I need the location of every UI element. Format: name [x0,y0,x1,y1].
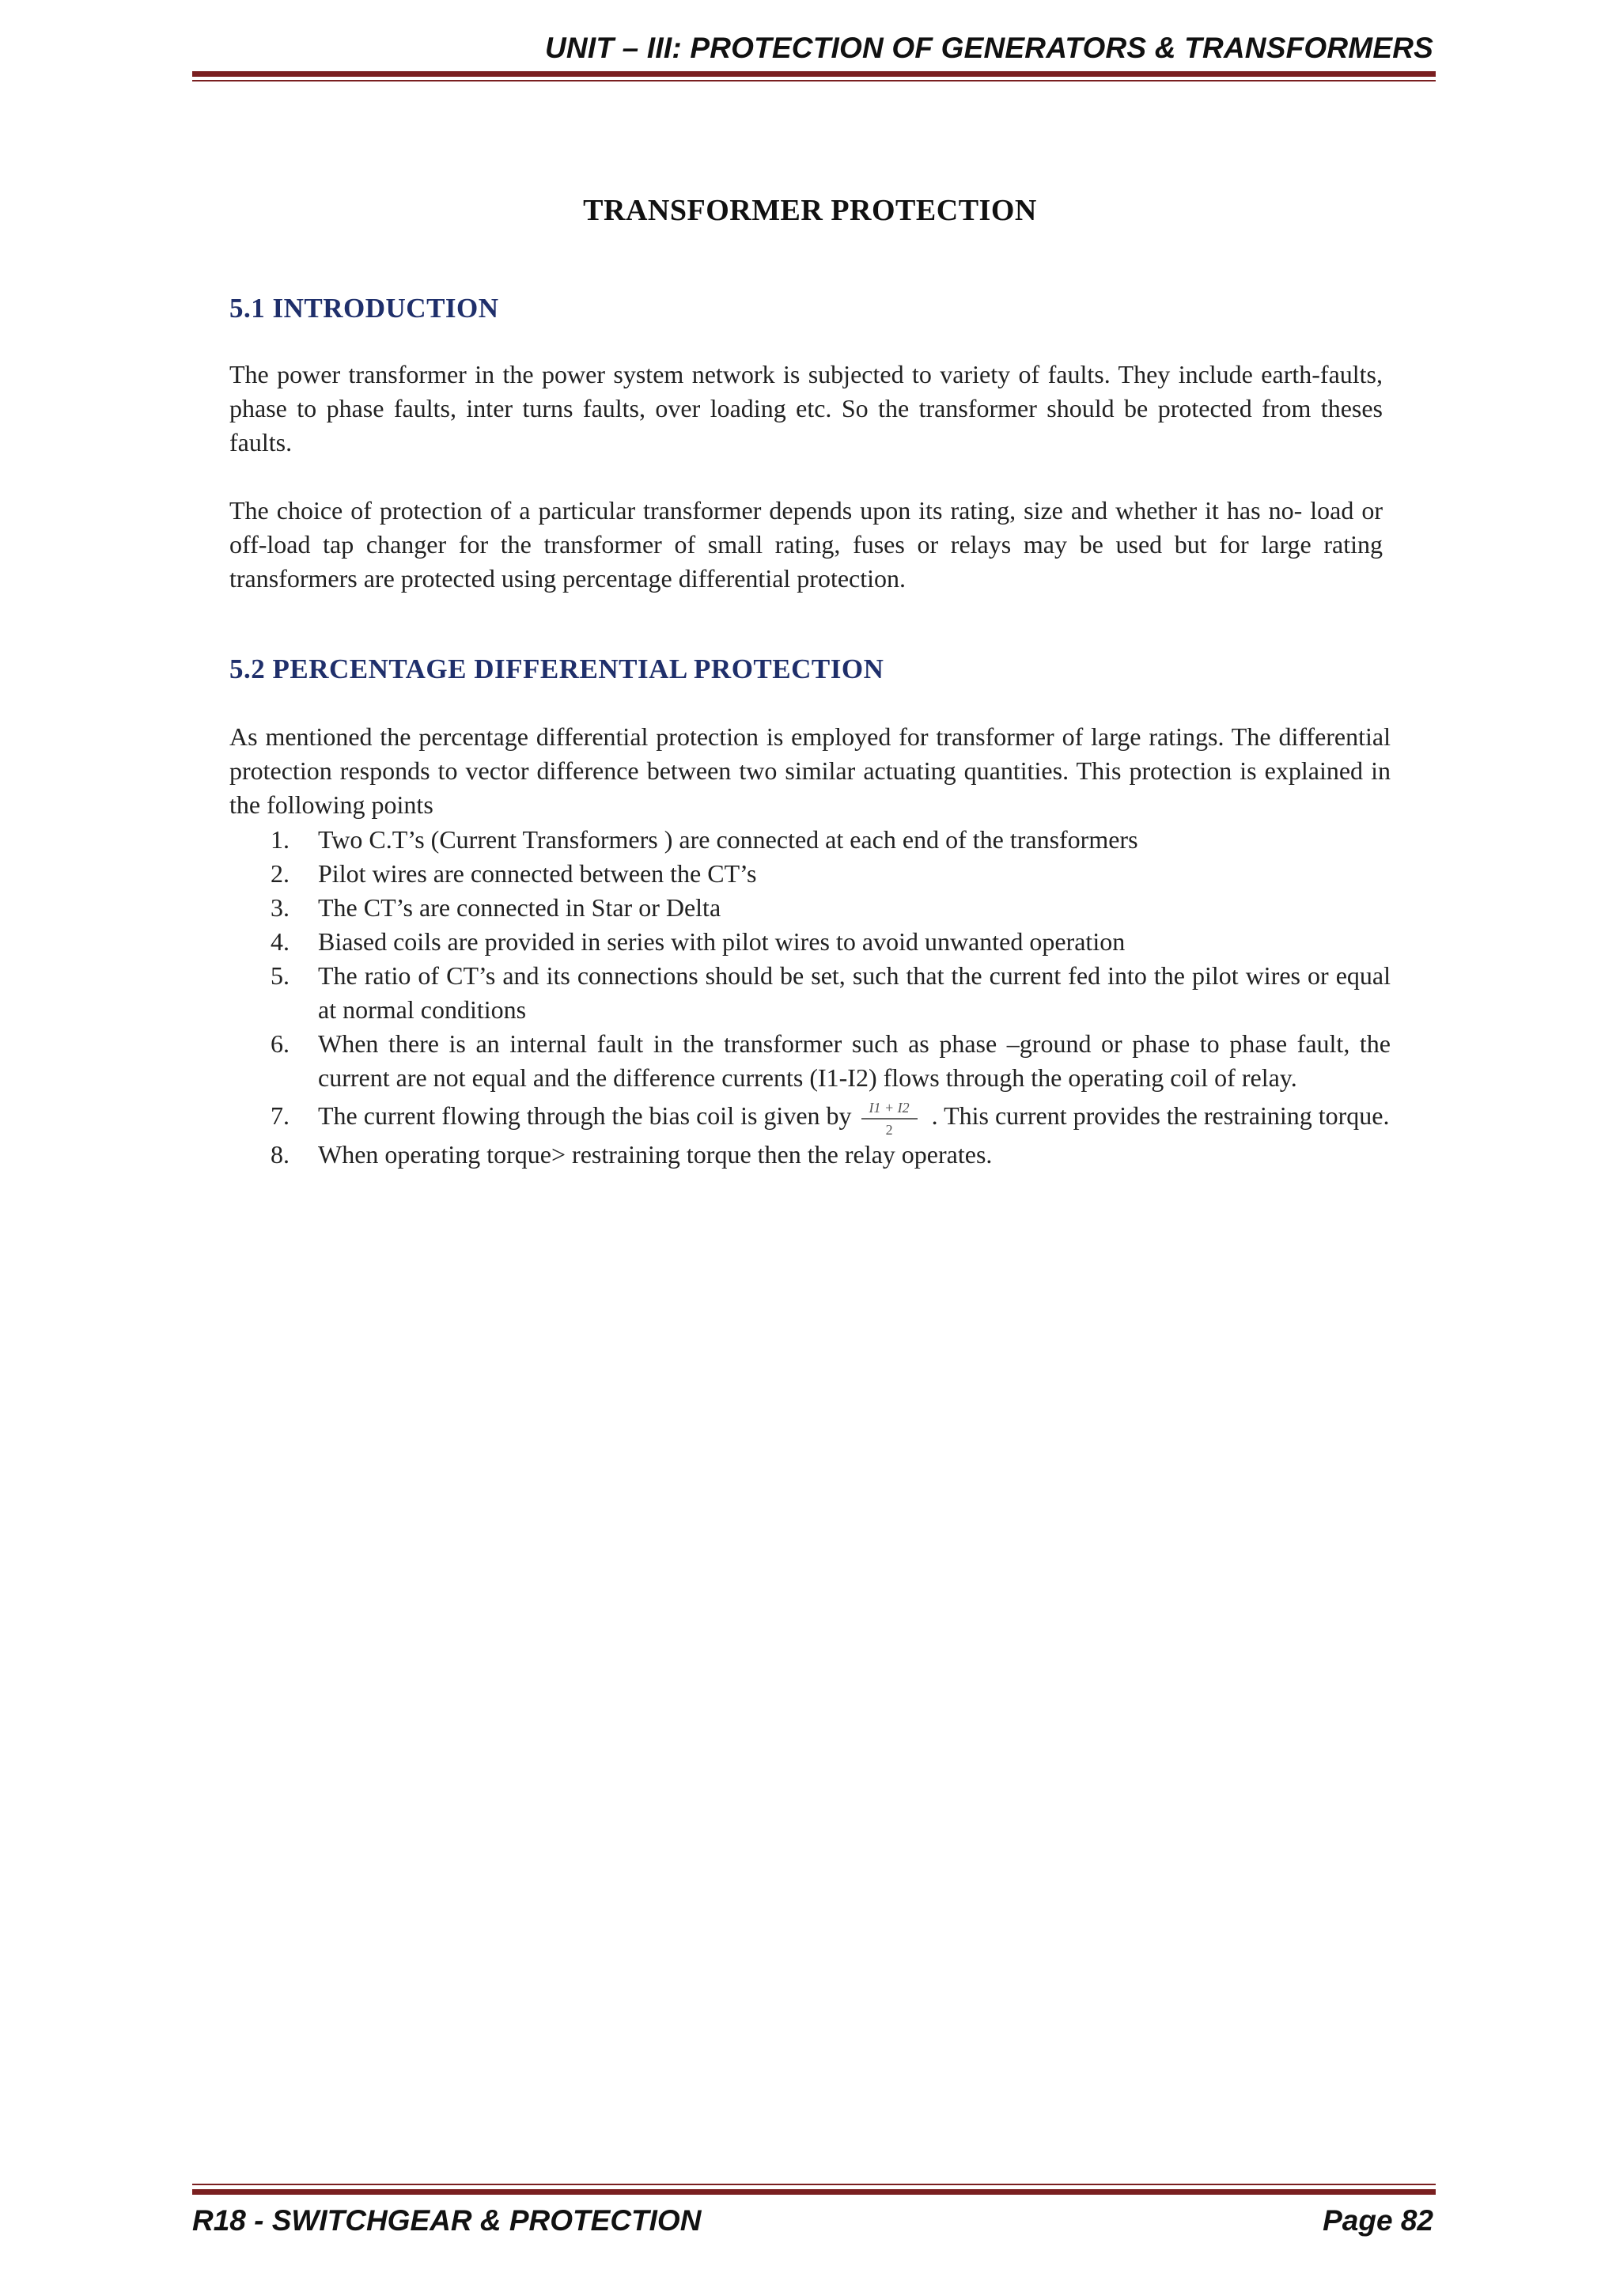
list-item-number: 7. [271,1101,290,1130]
introduction-paragraph-2: The choice of protection of a particular transformer depends upon its rating, size and whether it has no- load or off-load tap changer for the transformer of small rating, fuses or relays may be used but for large rating transformers are protected using percentage differential protection. [229,496,1383,593]
list-item-number: 5. [271,961,290,990]
footer-course-title: R18 - SWITCHGEAR & PROTECTION [192,2204,702,2237]
list-item-text: Biased coils are provided in series with pilot wires to avoid unwanted operation [318,927,1126,956]
list-item [229,1027,1391,1095]
list-item-number: 8. [271,1139,290,1169]
header-rule-thick [192,71,1436,77]
list-item-number: 2. [271,859,290,888]
list-item-number: 4. [271,927,290,956]
list-item-text: Pilot wires are connected between the CT’s [318,859,757,888]
list-item [229,823,1391,857]
introduction-paragraph-1: The power transformer in the power system network is subjected to variety of faults. They include earth-faults, phase to phase faults, inter turns faults, over loading etc. So the transformer should be protected from theses faults. [229,360,1383,457]
footer-page-number: Page 82 [1323,2204,1433,2237]
list-item [229,959,1391,1027]
list-item [229,891,1391,925]
document-title: TRANSFORMER PROTECTION [583,194,1037,227]
footer-rule-thick [192,2189,1436,2195]
list-item-text: The ratio of CT’s and its connections should be set, such that the current fed into the pilot wires or equal at normal conditions [318,961,1391,1024]
list-item-number: 6. [271,1029,290,1058]
section-heading-introduction: 5.1 INTRODUCTION [229,293,499,324]
list-item-text: When there is an internal fault in the transformer such as phase –ground or phase to phase fault, the current are not equal and the difference currents (I1-I2) flows through the operating coil of relay. [318,1029,1391,1092]
section-heading-percentage-differential-protection: 5.2 PERCENTAGE DIFFERENTIAL PROTECTION [229,654,884,684]
list-item-text: When operating torque> restraining torque then the relay operates. [318,1139,993,1169]
list-item-number: 1. [271,825,290,854]
list-item-text-after-formula: . This current provides the restraining torque. [931,1101,1390,1130]
list-item-number: 3. [271,893,290,922]
list-item [229,857,1391,891]
list-item [229,1138,1391,1172]
list-item [229,1095,1391,1138]
formula-numerator: I1 + I2 [861,1100,918,1120]
list-item [229,925,1391,959]
differential-protection-intro: As mentioned the percentage differential protection is employed for transformer of large ratings. The differential protection responds to vector difference between two similar actuating quantities. This protection is explained in the following points [229,722,1391,819]
list-item-text-before-formula: The current flowing through the bias coil is given by [318,1101,852,1130]
list-item-text: Two C.T’s (Current Transformers ) are connected at each end of the transformers [318,825,1138,854]
list-item-text: The CT’s are connected in Star or Delta [318,893,721,922]
bias-current-formula [861,1100,918,1138]
page-header-title: UNIT – III: PROTECTION OF GENERATORS & TRANSFORMERS [545,32,1433,64]
formula-denominator: 2 [885,1121,893,1138]
differential-protection-points [229,823,1391,1172]
footer-rule-thin [192,2184,1436,2185]
header-rule-thin [192,80,1436,81]
